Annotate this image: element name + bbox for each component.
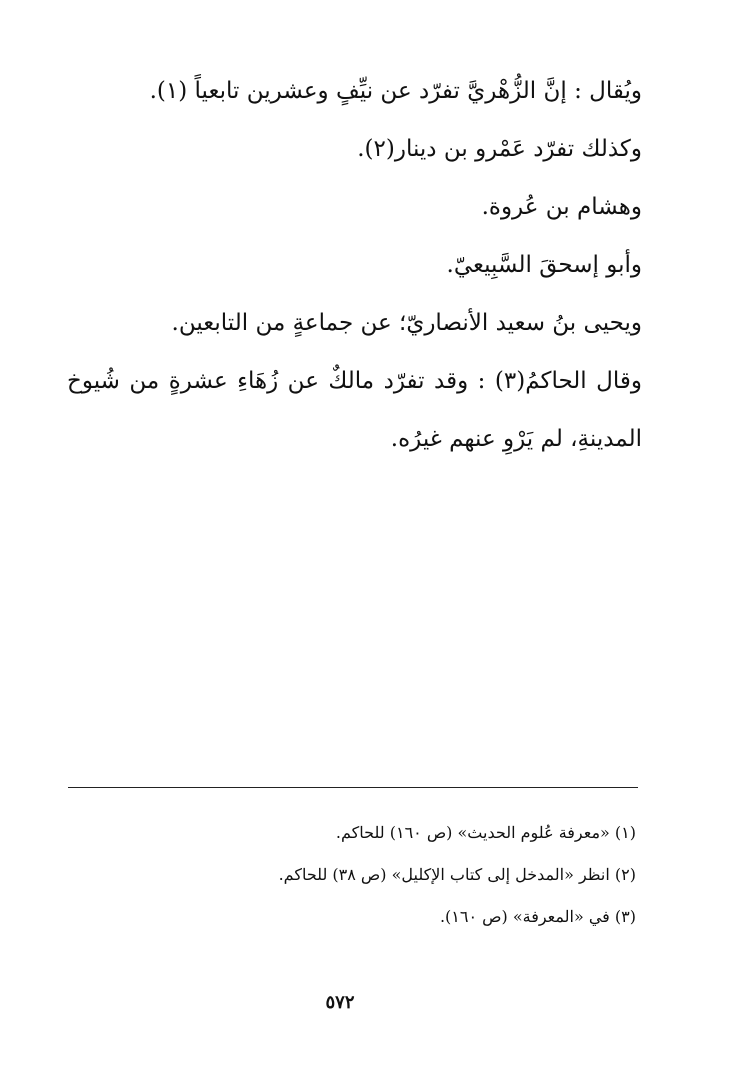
text-line: وكذلك تفرّد عَمْرو بن دينار(٢). xyxy=(357,136,642,162)
text-line: وهشام بن عُروة. xyxy=(481,194,642,220)
text-paragraph: وقال الحاكمُ(٣) : وقد تفرّد مالكٌ عن زُهَاءِ عشرةٍ من شُيوخ المدينةِ، لم يَرْوِ عنهم غيرُه. xyxy=(67,368,642,452)
footnotes xyxy=(60,812,636,938)
text-line: ويحيى بنُ سعيد الأنصاريّ؛ عن جماعةٍ من التابعين. xyxy=(171,310,642,336)
text-line: ويُقال : إنَّ الزُّهْريَّ تفرّد عن نيِّفٍ وعشرين تابعياً (١). xyxy=(149,78,642,104)
text-line: وأبو إسحقَ السَّبِيعيّ. xyxy=(446,252,642,278)
footnote: (٣) في «المعرفة» (ص ١٦٠). xyxy=(439,907,636,926)
footnote-divider xyxy=(68,787,638,788)
main-text xyxy=(62,62,642,468)
footnote: (٢) انظر «المدخل إلى كتاب الإكليل» (ص ٣٨) للحاكم. xyxy=(278,865,636,884)
page-number: ٥٧٢ xyxy=(325,992,355,1013)
footnote: (١) «معرفة عُلوم الحديث» (ص ١٦٠) للحاكم. xyxy=(335,823,636,842)
